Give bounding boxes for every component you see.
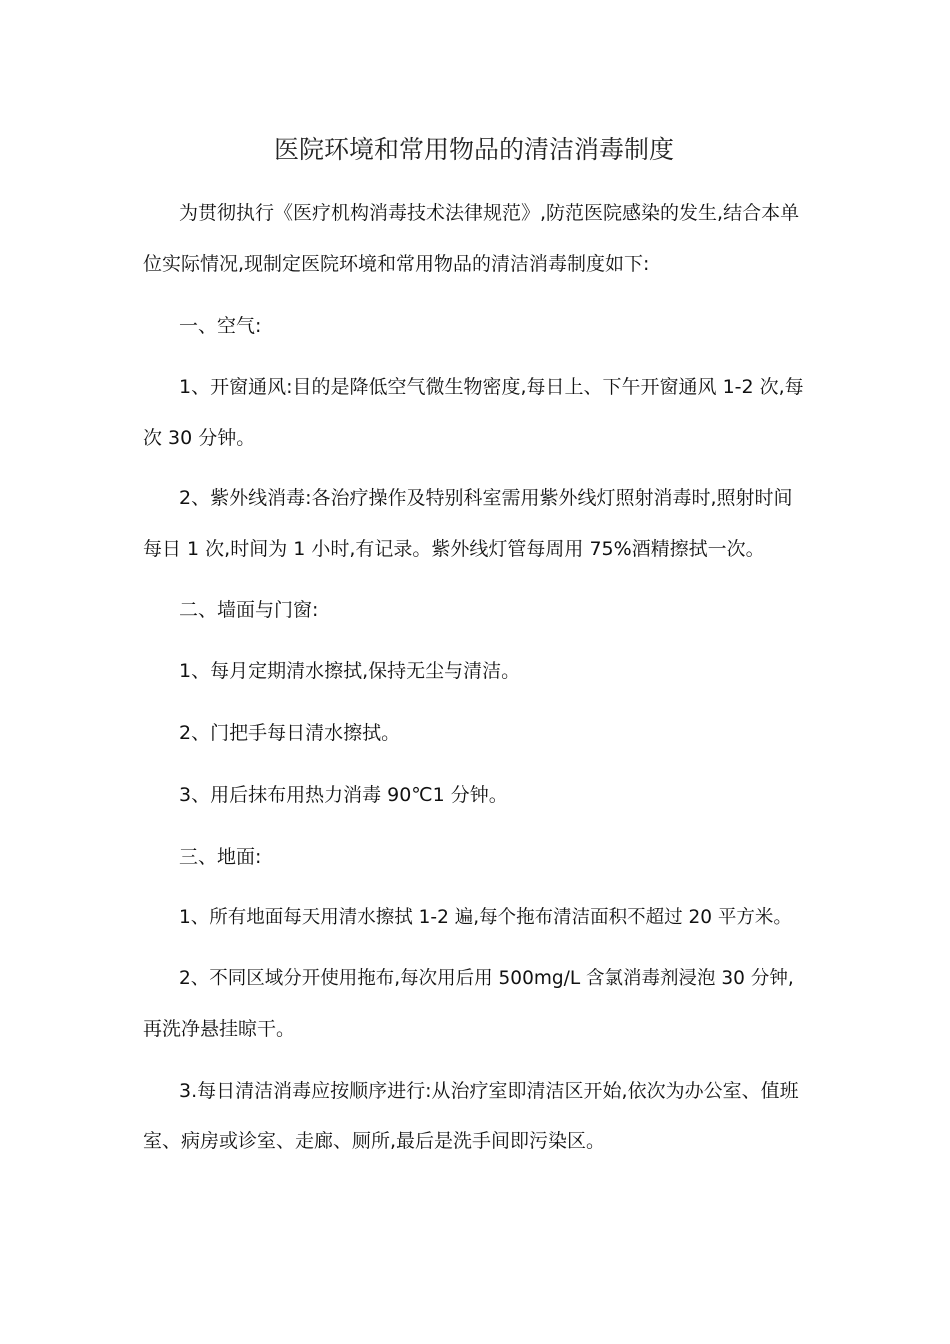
floor-item-2-line-1: 2、不同区域分开使用拖布,每次用后用 500mg/L 含氯消毒剂浸泡 30 分钟, (179, 968, 794, 989)
floor-item-1: 1、所有地面每天用清水擦拭 1-2 遍,每个拖布清洁面积不超过 20 平方米。 (179, 907, 792, 928)
document-title: 医院环境和常用物品的清洁消毒制度 (273, 135, 674, 164)
section-heading-air: 一、空气: (179, 315, 262, 337)
intro-line-2: 位实际情况,现制定医院环境和常用物品的清洁消毒制度如下: (143, 253, 650, 275)
floor-item-3-line-1: 3.每日清洁消毒应按顺序进行:从治疗室即清洁区开始,依次为办公室、值班 (179, 1080, 799, 1102)
air-item-2-line-2: 每日 1 次,时间为 1 小时,有记录。紫外线灯管每周用 75%酒精擦拭一次。 (143, 538, 765, 560)
floor-item-3-line-2: 室、病房或诊室、走廊、厕所,最后是洗手间即污染区。 (143, 1130, 606, 1152)
air-item-1-line-2: 次 30 分钟。 (143, 427, 256, 449)
air-item-2-line-1: 2、紫外线消毒:各治疗操作及特别科室需用紫外线灯照射消毒时,照射时间 (179, 487, 793, 509)
section-heading-walls: 二、墙面与门窗: (179, 599, 319, 621)
intro-line-1: 为贯彻执行《医疗机构消毒技术法律规范》,防范医院感染的发生,结合本单 (179, 202, 800, 224)
walls-item-1: 1、每月定期清水擦拭,保持无尘与清洁。 (179, 660, 521, 682)
walls-item-2: 2、门把手每日清水擦拭。 (179, 722, 401, 744)
section-heading-floor: 三、地面: (179, 846, 262, 868)
walls-item-3: 3、用后抹布用热力消毒 90℃1 分钟。 (179, 784, 508, 806)
air-item-1-line-1: 1、开窗通风:目的是降低空气微生物密度,每日上、下午开窗通风 1-2 次,每 (179, 376, 804, 398)
floor-item-2-line-2: 再洗净悬挂晾干。 (143, 1018, 296, 1040)
